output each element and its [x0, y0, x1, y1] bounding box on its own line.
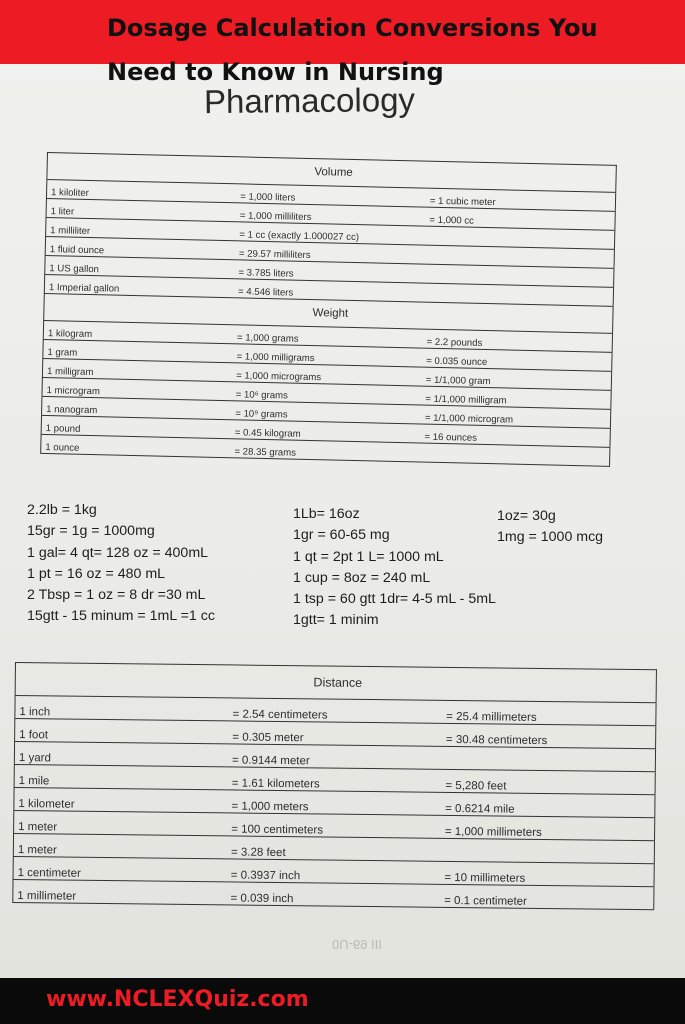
conversion-note: 15gtt - 15 minum = 1mL =1 cc — [27, 608, 215, 625]
conversion-note: 2 Tbsp = 1 oz = 8 dr =30 mL — [27, 587, 206, 604]
equivalent-cell: = 1,000 milliliters — [236, 203, 426, 226]
unit-cell: 1 US gallon — [45, 255, 235, 278]
conversion-note: 1oz= 30g — [497, 508, 556, 524]
equivalent-cell: = 0.9144 meter — [228, 744, 442, 769]
unit-cell: 1 milligram — [42, 358, 232, 381]
equivalent-cell: = 3.785 liters — [234, 260, 424, 283]
conversion-note: 1 qt = 2pt 1 L= 1000 mL — [293, 548, 444, 565]
distance-heading: Distance — [15, 663, 656, 703]
unit-cell: 1 kilogram — [43, 320, 233, 343]
bleed-through-text: 0U-69 III — [332, 937, 382, 952]
unit-cell: 1 liter — [46, 198, 236, 221]
alt-equivalent-cell: = 16 ounces — [420, 424, 610, 447]
footer-url: www.NCLEXQuiz.com — [46, 987, 309, 1012]
unit-cell: 1 Imperial gallon — [44, 274, 234, 297]
unit-cell: 1 mile — [14, 764, 228, 789]
alt-equivalent-cell: = 2.2 pounds — [422, 329, 612, 352]
distance-table — [12, 662, 657, 910]
equivalent-cell: = 100 centimeters — [227, 813, 441, 838]
equivalent-cell: = 1,000 micrograms — [232, 363, 422, 386]
unit-cell: 1 ounce — [41, 434, 231, 457]
alt-equivalent-cell: = 1,000 millimeters — [441, 815, 655, 840]
unit-cell: 1 kiloliter — [46, 180, 236, 203]
unit-cell: 1 millimeter — [13, 879, 227, 904]
equivalent-cell: = 1.61 kilometers — [228, 767, 442, 792]
conversion-note: 1gtt= 1 minim — [293, 612, 379, 629]
equivalent-cell: = 0.45 kilogram — [231, 420, 421, 443]
alt-equivalent-cell: = 0.1 centimeter — [440, 884, 654, 909]
equivalent-cell: = 10⁹ grams — [231, 401, 421, 424]
conversion-note: 1 tsp = 60 gtt 1dr= 4-5 mL - 5mL — [293, 591, 496, 608]
unit-cell: 1 inch — [15, 696, 229, 721]
conversion-note: 2.2lb = 1kg — [27, 502, 97, 518]
alt-equivalent-cell: = 5,280 feet — [441, 769, 655, 794]
equivalent-cell: = 1,000 grams — [233, 325, 423, 348]
equivalent-cell: = 0.305 meter — [228, 721, 442, 746]
alt-equivalent-cell: = 30.48 centimeters — [442, 723, 656, 748]
conversion-note: 1 pt = 16 oz = 480 mL — [27, 565, 166, 582]
equivalent-cell: = 1 cc (exactly 1.000027 cc) — [235, 222, 425, 245]
equivalent-cell: = 1,000 meters — [227, 790, 441, 815]
conversion-note: 1 gal= 4 qt= 128 oz = 400mL — [27, 544, 209, 561]
footer-bar — [0, 978, 685, 1024]
equivalent-cell: = 0.039 inch — [226, 882, 440, 907]
alt-equivalent-cell: = 0.035 ounce — [422, 348, 612, 371]
unit-cell: 1 gram — [43, 339, 233, 362]
conversion-note: 1 cup = 8oz = 240 mL — [293, 569, 431, 586]
unit-cell: 1 meter — [14, 810, 228, 835]
unit-cell: 1 meter — [13, 833, 227, 858]
notes-left-column — [27, 500, 215, 628]
equivalent-cell: = 29.57 milliliters — [235, 241, 425, 264]
notes-right-column — [497, 506, 603, 549]
unit-cell: 1 pound — [41, 415, 231, 438]
equivalent-cell: = 3.28 feet — [227, 836, 441, 861]
unit-cell: 1 centimeter — [13, 856, 227, 881]
equivalent-cell: = 2.54 centimeters — [229, 698, 443, 723]
alt-equivalent-cell: = 1,000 cc — [425, 207, 615, 230]
equivalent-cell: = 28.35 grams — [230, 439, 420, 462]
conversion-note: 15gr = 1g = 1000mg — [27, 523, 155, 540]
alt-equivalent-cell: = 1 cubic meter — [426, 188, 616, 211]
unit-cell: 1 nanogram — [42, 396, 232, 419]
banner-title: Dosage Calculation Conversions You Need to Know in Nursing — [107, 14, 598, 86]
conversion-note: 1mg = 1000 mcg — [497, 529, 604, 546]
equivalent-cell: = 0.3937 inch — [227, 859, 441, 884]
alt-equivalent-cell — [420, 443, 610, 466]
sheet-subject: Pharmacology — [203, 80, 416, 121]
alt-equivalent-cell: = 1/1,000 gram — [422, 367, 612, 390]
conversion-note: 1gr = 60-65 mg — [293, 527, 390, 544]
volume-weight-table — [40, 152, 617, 467]
alt-equivalent-cell: = 1/1,000 microgram — [421, 405, 611, 428]
alt-equivalent-cell — [441, 838, 655, 863]
unit-cell: 1 foot — [15, 719, 229, 744]
volume-heading: Volume — [47, 153, 616, 193]
alt-equivalent-cell: = 0.6214 mile — [441, 792, 655, 817]
equivalent-cell: = 10⁶ grams — [232, 382, 422, 405]
alt-equivalent-cell — [442, 746, 656, 771]
unit-cell: 1 microgram — [42, 377, 232, 400]
alt-equivalent-cell: = 25.4 millimeters — [442, 700, 656, 725]
alt-equivalent-cell: = 10 millimeters — [440, 861, 654, 886]
alt-equivalent-cell: = 1/1,000 milligram — [421, 386, 611, 409]
notes-middle-column — [293, 504, 496, 632]
equivalent-cell: = 1,000 milligrams — [232, 344, 422, 367]
unit-cell: 1 milliliter — [46, 217, 236, 240]
equivalent-cell: = 4.546 liters — [234, 279, 424, 302]
conversion-note: 1Lb= 16oz — [293, 506, 360, 522]
equivalent-cell: = 1,000 liters — [236, 184, 426, 207]
unit-cell: 1 yard — [14, 742, 228, 767]
unit-cell: 1 kilometer — [14, 787, 228, 812]
unit-cell: 1 fluid ounce — [45, 236, 235, 259]
weight-heading: Weight — [44, 293, 613, 333]
